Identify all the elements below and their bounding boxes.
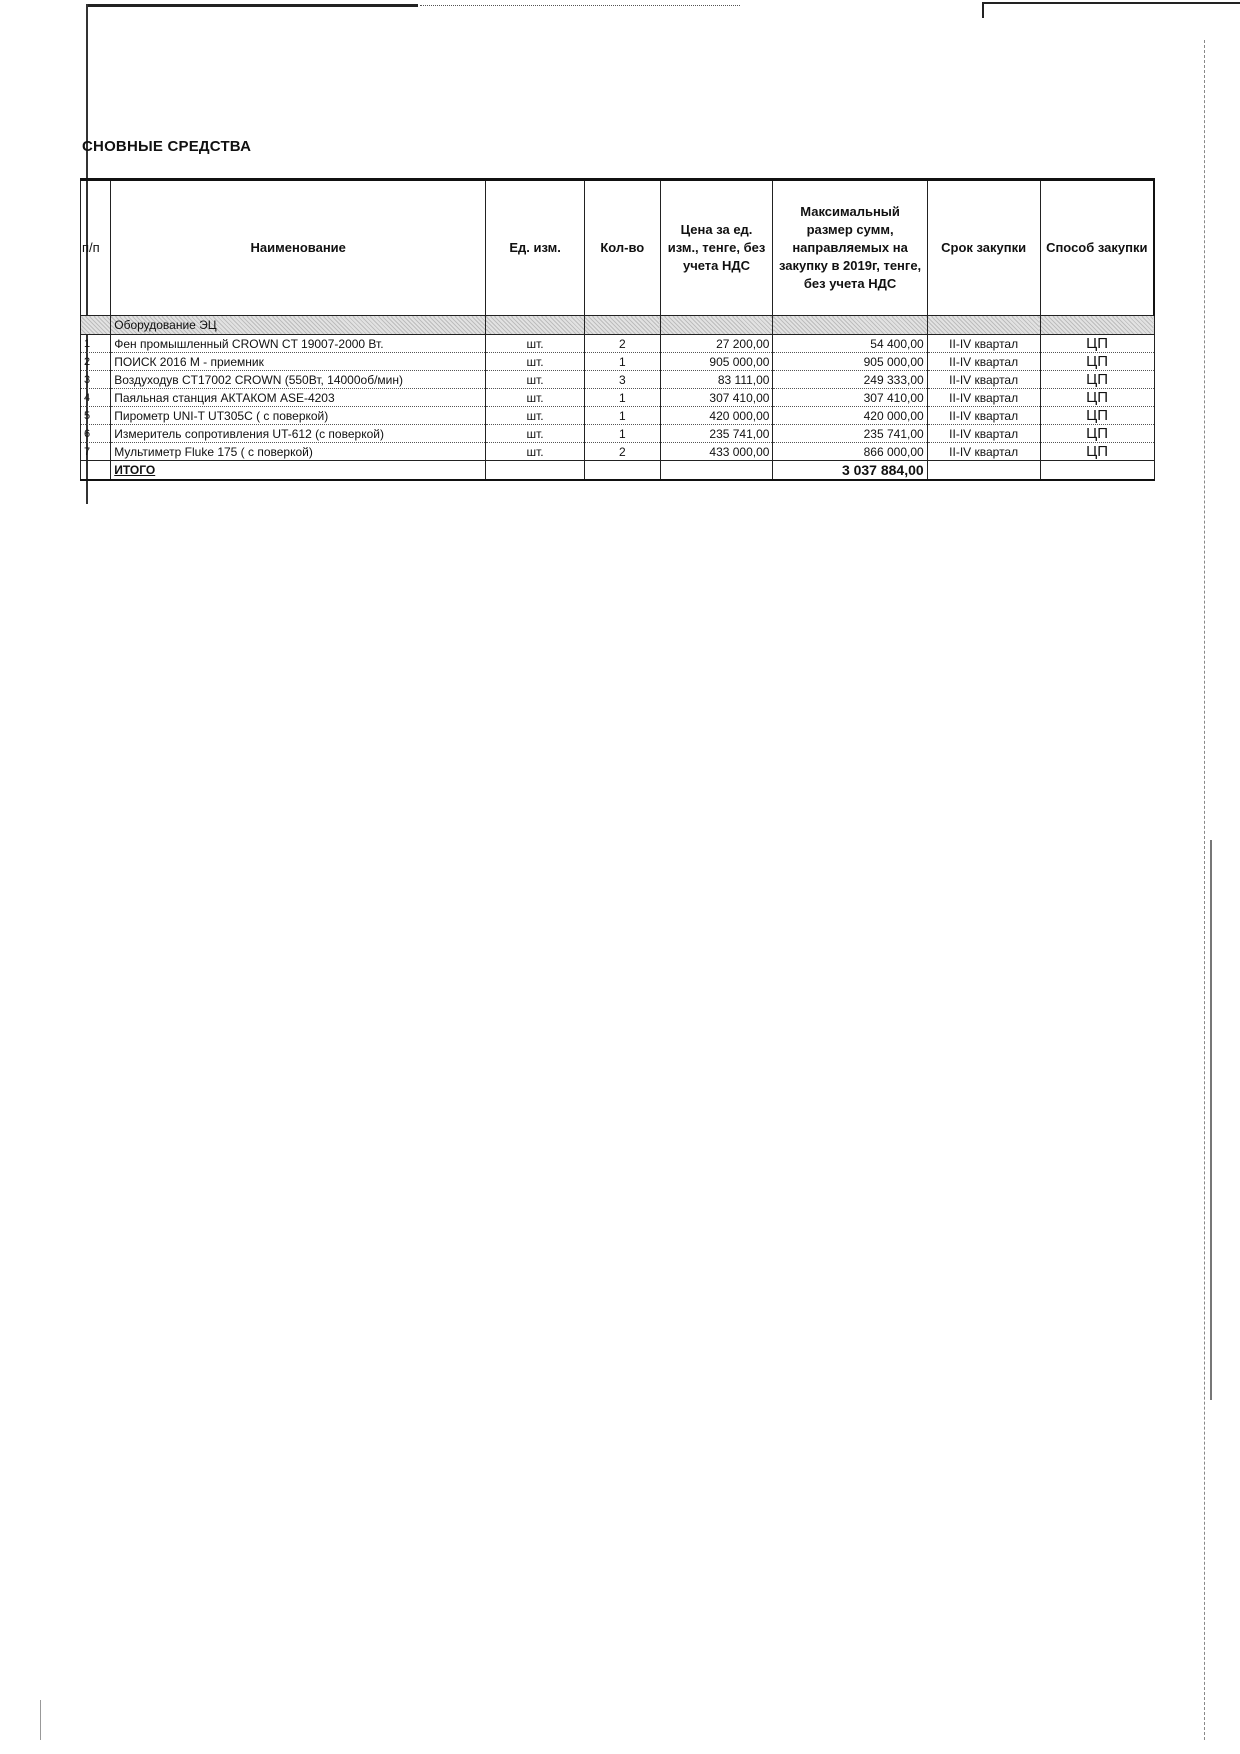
item-term: II-IV квартал (927, 353, 1040, 371)
item-method: ЦП (1040, 335, 1154, 353)
scan-border-left-bottom (40, 1700, 41, 1740)
table-header-row (81, 180, 1155, 316)
item-price: 905 000,00 (660, 353, 773, 371)
table-row (81, 353, 1155, 371)
item-sum: 307 410,00 (773, 389, 927, 407)
item-name: Фен промышленный CROWN CT 19007-2000 Вт. (111, 335, 486, 353)
item-unit: шт. (486, 425, 585, 443)
item-qty: 2 (584, 335, 660, 353)
header-name: Наименование (111, 180, 486, 316)
item-qty: 2 (584, 443, 660, 461)
item-qty: 1 (584, 353, 660, 371)
item-sum: 235 741,00 (773, 425, 927, 443)
item-unit: шт. (486, 389, 585, 407)
item-unit: шт. (486, 335, 585, 353)
item-method: ЦП (1040, 443, 1154, 461)
item-no: 7 (81, 443, 111, 461)
item-name: Воздуходув CT17002 CROWN (550Вт, 14000об/мин) (111, 371, 486, 389)
item-term: II-IV квартал (927, 425, 1040, 443)
item-price: 307 410,00 (660, 389, 773, 407)
item-price: 83 111,00 (660, 371, 773, 389)
item-method: ЦП (1040, 389, 1154, 407)
item-sum: 420 000,00 (773, 407, 927, 425)
scan-border-top (88, 4, 418, 7)
group-no-cell (81, 316, 111, 335)
item-unit: шт. (486, 371, 585, 389)
header-method: Способ закупки (1040, 180, 1154, 316)
header-qty: Кол-во (584, 180, 660, 316)
item-term: II-IV квартал (927, 371, 1040, 389)
item-sum: 905 000,00 (773, 353, 927, 371)
item-no: 1 (81, 335, 111, 353)
item-name: ПОИСК 2016 М - приемник (111, 353, 486, 371)
group-label: Оборудование ЭЦ (111, 316, 486, 335)
total-sum: 3 037 884,00 (773, 461, 927, 481)
item-sum: 866 000,00 (773, 443, 927, 461)
item-unit: шт. (486, 353, 585, 371)
item-unit: шт. (486, 443, 585, 461)
item-price: 420 000,00 (660, 407, 773, 425)
header-term: Срок закупки (927, 180, 1040, 316)
item-sum: 54 400,00 (773, 335, 927, 353)
table-row (81, 335, 1155, 353)
item-method: ЦП (1040, 407, 1154, 425)
item-price: 235 741,00 (660, 425, 773, 443)
scan-border-top-dotted (420, 5, 740, 6)
table-body (81, 316, 1155, 461)
table-row (81, 389, 1155, 407)
item-term: II-IV квартал (927, 407, 1040, 425)
item-price: 27 200,00 (660, 335, 773, 353)
item-method: ЦП (1040, 425, 1154, 443)
item-no: 6 (81, 425, 111, 443)
scan-border-right (1204, 40, 1205, 1740)
item-term: II-IV квартал (927, 443, 1040, 461)
item-name: Измеритель сопротивления UT-612 (с поверкой) (111, 425, 486, 443)
table-row (81, 443, 1155, 461)
scan-border-right-segment (1210, 840, 1212, 1400)
total-row (81, 461, 1155, 481)
item-price: 433 000,00 (660, 443, 773, 461)
header-unit: Ед. изм. (486, 180, 585, 316)
section-title: СНОВНЫЕ СРЕДСТВА (82, 138, 252, 155)
item-qty: 1 (584, 407, 660, 425)
item-unit: шт. (486, 407, 585, 425)
table-row (81, 371, 1155, 389)
item-qty: 1 (584, 389, 660, 407)
item-name: Мультиметр Fluke 175 ( с поверкой) (111, 443, 486, 461)
header-no: п/п (81, 180, 111, 316)
item-no: 5 (81, 407, 111, 425)
item-method: ЦП (1040, 371, 1154, 389)
item-no: 3 (81, 371, 111, 389)
purchase-table (80, 178, 1155, 481)
item-no: 4 (81, 389, 111, 407)
header-max-sum: Максимальный размер сумм, направляемых на закупку в 2019г, тенге, без учета НДС (773, 180, 927, 316)
table-row (81, 425, 1155, 443)
item-term: II-IV квартал (927, 335, 1040, 353)
total-label: ИТОГО (111, 461, 486, 481)
group-row (81, 316, 1155, 335)
item-qty: 1 (584, 425, 660, 443)
item-name: Паяльная станция АКТАКОМ ASE-4203 (111, 389, 486, 407)
item-qty: 3 (584, 371, 660, 389)
item-no: 2 (81, 353, 111, 371)
item-method: ЦП (1040, 353, 1154, 371)
item-sum: 249 333,00 (773, 371, 927, 389)
item-name: Пирометр UNI-T UT305C ( с поверкой) (111, 407, 486, 425)
header-price: Цена за ед. изм., тенге, без учета НДС (660, 180, 773, 316)
scan-corner-mark (982, 2, 1240, 18)
item-term: II-IV квартал (927, 389, 1040, 407)
table-row (81, 407, 1155, 425)
